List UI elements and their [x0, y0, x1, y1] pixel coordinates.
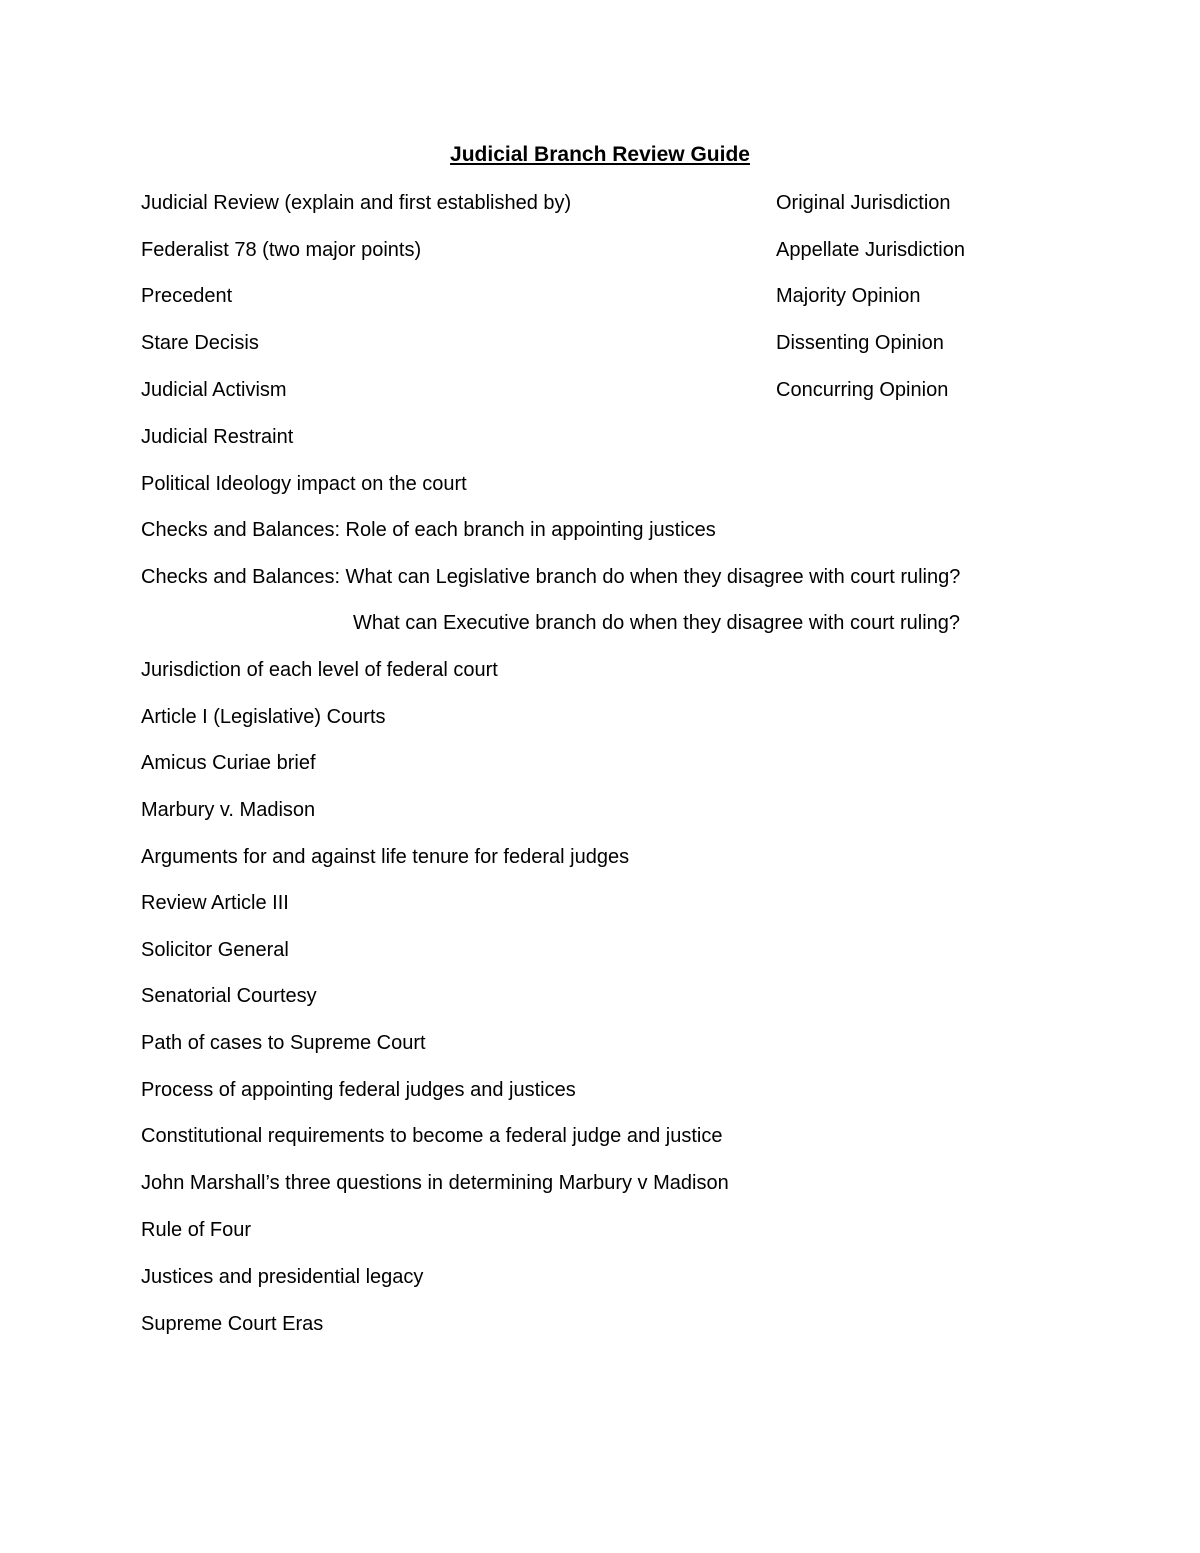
term-article-iii: Review Article III: [141, 892, 289, 914]
term-checks-balances-appointing: Checks and Balances: Role of each branch in appointing justices: [141, 519, 716, 541]
term-marbury-v-madison: Marbury v. Madison: [141, 799, 316, 821]
term-judicial-activism: Judicial Activism: [141, 379, 287, 401]
term-appointing-process: Process of appointing federal judges and justices: [141, 1079, 576, 1101]
term-marshall-questions: John Marshall’s three questions in determining Marbury v Madison: [141, 1172, 729, 1194]
term-amicus-curiae: Amicus Curiae brief: [141, 752, 316, 774]
term-political-ideology: Political Ideology impact on the court: [141, 473, 467, 495]
term-concurring-opinion: Concurring Opinion: [776, 379, 949, 401]
term-solicitor-general: Solicitor General: [141, 939, 289, 961]
term-constitutional-requirements: Constitutional requirements to become a federal judge and justice: [141, 1125, 723, 1147]
term-article-i-courts: Article I (Legislative) Courts: [141, 706, 386, 728]
term-stare-decisis: Stare Decisis: [141, 332, 259, 354]
term-appellate-jurisdiction: Appellate Jurisdiction: [776, 239, 965, 261]
term-checks-balances-legislative: Checks and Balances: What can Legislative branch do when they disagree with court ruling?: [141, 566, 961, 588]
term-judicial-restraint: Judicial Restraint: [141, 426, 294, 448]
term-original-jurisdiction: Original Jurisdiction: [776, 192, 951, 214]
term-life-tenure: Arguments for and against life tenure for federal judges: [141, 846, 630, 868]
term-rule-of-four: Rule of Four: [141, 1219, 252, 1241]
term-majority-opinion: Majority Opinion: [776, 285, 921, 307]
term-path-of-cases: Path of cases to Supreme Court: [141, 1032, 426, 1054]
document-title: Judicial Branch Review Guide: [450, 143, 750, 166]
term-checks-balances-executive: What can Executive branch do when they disagree with court ruling?: [353, 612, 961, 634]
term-dissenting-opinion: Dissenting Opinion: [776, 332, 944, 354]
term-judicial-review: Judicial Review (explain and first established by): [141, 192, 572, 214]
term-precedent: Precedent: [141, 285, 233, 307]
term-supreme-court-eras: Supreme Court Eras: [141, 1313, 324, 1335]
term-presidential-legacy: Justices and presidential legacy: [141, 1266, 424, 1288]
term-senatorial-courtesy: Senatorial Courtesy: [141, 985, 317, 1007]
term-jurisdiction-levels: Jurisdiction of each level of federal court: [141, 659, 498, 681]
term-federalist-78: Federalist 78 (two major points): [141, 239, 422, 261]
